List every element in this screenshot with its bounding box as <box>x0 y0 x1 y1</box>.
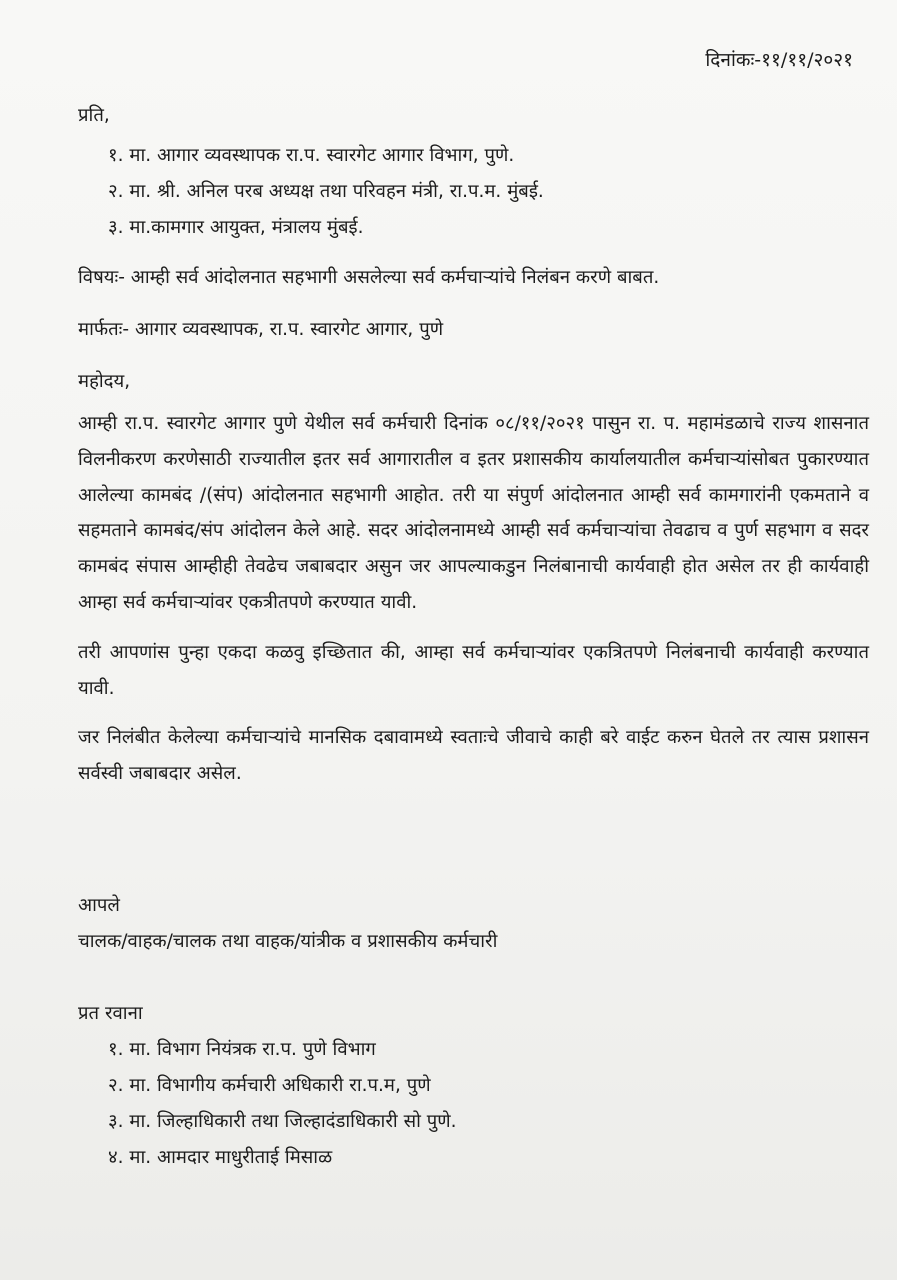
copy-heading: प्रत रवाना <box>78 1003 143 1024</box>
copy-to-block <box>78 996 867 1176</box>
salutation-text: महोदय, <box>78 371 131 392</box>
copy-item: २. मा. विभागीय कर्मचारी अधिकारी रा.प.म, पुणे <box>108 1075 431 1096</box>
recipient-item: १. मा. आगार व्यवस्थापक रा.प. स्वारगेट आगार विभाग, पुणे. <box>108 145 515 166</box>
closing-text: आपले <box>78 895 120 916</box>
copy-item: १. मा. विभाग नियंत्रक रा.प. पुणे विभाग <box>108 1039 376 1060</box>
to-label: प्रति, <box>78 105 110 126</box>
body-paragraph: जर निलंबीत केलेल्या कर्मचाऱ्यांचे मानसिक दबावामध्ये स्वताःचे जीवाचे काही बरे वाईट करुन घेतले तर त्यास प्रशासन सर्वस्वी जबाबदार असेल. <box>78 727 869 785</box>
signature-block <box>78 888 867 960</box>
signatory-text: चालक/वाहक/चालक तथा वाहक/यांत्रीक व प्रशासकीय कर्मचारी <box>78 931 498 952</box>
via-text: मार्फतः- आगार व्यवस्थापक, रा.प. स्वारगेट आगार, पुणे <box>78 319 444 340</box>
letter-date: दिनांकः-११/११/२०२१ <box>705 49 853 71</box>
body-paragraph: तरी आपणांस पुन्हा एकदा कळवु इच्छितात की, आम्हा सर्व कर्मचाऱ्यांवर एकत्रितपणे निलंबनाची कार्यवाही करण्यात यावी. <box>78 641 869 699</box>
recipient-item: ३. मा.कामगार आयुक्त, मंत्रालय मुंबई. <box>108 217 364 238</box>
copy-item: ३. मा. जिल्हाधिकारी तथा जिल्हादंडाधिकारी सो पुणे. <box>108 1111 457 1132</box>
salutation <box>78 364 867 400</box>
subject-line <box>78 260 867 296</box>
recipient-block <box>78 98 867 246</box>
copy-item: ४. मा. आमदार माधुरीताई मिसाळ <box>108 1147 333 1168</box>
letter-body <box>78 406 869 792</box>
subject-text: विषयः- आम्ही सर्व आंदोलनात सहभागी असलेल्या सर्व कर्मचाऱ्यांचे निलंबन करणे बाबत. <box>78 267 660 288</box>
recipient-item: २. मा. श्री. अनिल परब अध्यक्ष तथा परिवहन मंत्री, रा.प.म. मुंबई. <box>108 181 544 202</box>
via-line <box>78 312 867 348</box>
body-paragraph: आम्ही रा.प. स्वारगेट आगार पुणे येथील सर्व कर्मचारी दिनांक ०८/११/२०२१ पासुन रा. प. महामंडळाचे राज्य शासनात विलनीकरण करणेसाठी राज्यातील इतर सर्व आगारातील व इतर प्रशासकीय कार्यालयातील कर्मचाऱ्यांसोबत पुकारण्यात आलेल्या कामबंद /(संप) आंदोलनात सहभागी आहोत. तरी या संपुर्ण आंदोलनात आम्ही सर्व कामगारांनी एकमताने व सहमताने कामबंद/संप आंदोलन केले आहे. सदर आंदोलनामध्ये आम्ही सर्व कर्मचाऱ्यांचा तेवढाच व पुर्ण सहभाग व सदर कामबंद संपास आम्हीही तेवढेच जबाबदार असुन जर आपल्याकडुन निलंबानाची कार्यवाही होत असेल तर ही कार्यवाही आम्हा सर्व कर्मचाऱ्यांवर एकत्रीतपणे करण्यात यावी. <box>78 413 869 613</box>
